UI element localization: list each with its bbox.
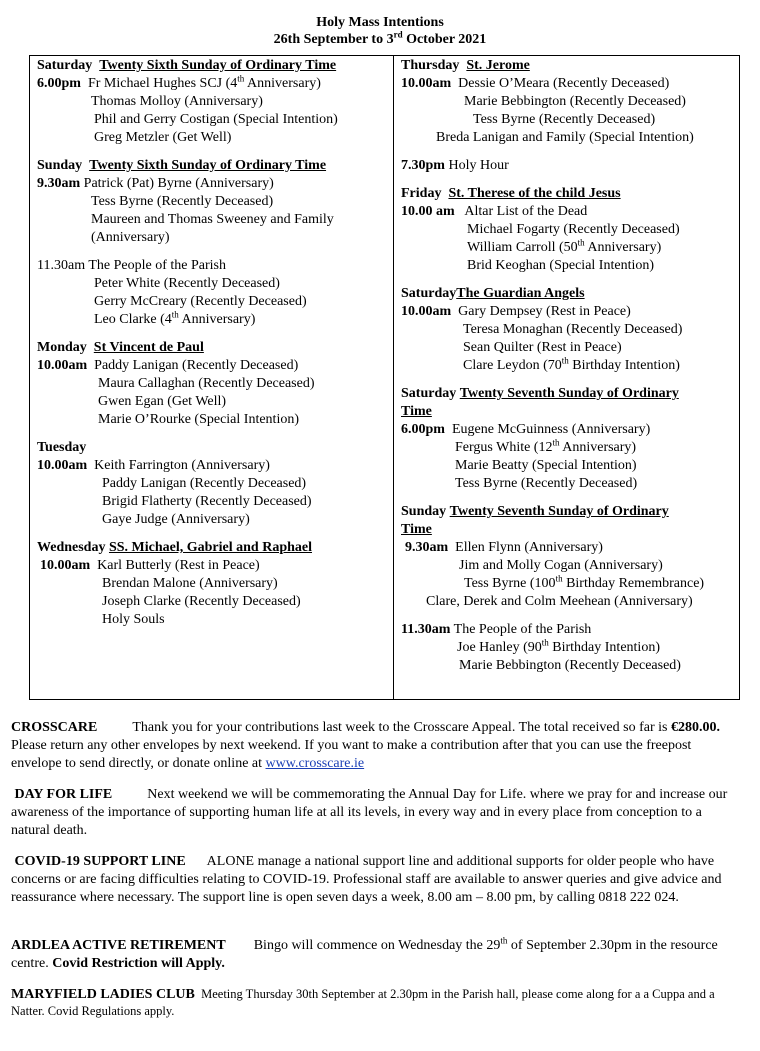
mass-time: 10.00 am	[401, 204, 455, 219]
saturday-guardian-block	[401, 285, 737, 375]
page-title: Holy Mass Intentions	[316, 15, 444, 30]
intention: The People of the Parish	[453, 622, 592, 637]
day-label: Monday	[37, 340, 87, 355]
notice-covid-support	[11, 853, 739, 907]
day-label: Saturday	[37, 58, 93, 73]
day-label: Sunday	[37, 158, 83, 173]
intention: Greg Metzler (Get Well)	[94, 130, 232, 145]
intentions-table	[29, 55, 740, 700]
mass-time: 9.30am	[405, 540, 449, 555]
intention: Altar List of the Dead	[464, 204, 588, 219]
notice-title: DAY FOR LIFE	[14, 787, 113, 802]
saturday-vigil-block	[401, 385, 737, 493]
intention: Patrick (Pat) Byrne (Anniversary)	[83, 176, 274, 191]
intention: Phil and Gerry Costigan (Special Intention)	[94, 112, 338, 127]
mass-time: 10.00am	[37, 358, 88, 373]
mass-time: 6.00pm	[401, 422, 445, 437]
mass-time: 10.00am	[37, 458, 88, 473]
notice-sup: th	[500, 935, 508, 946]
feast-title-cont: Time	[401, 522, 432, 537]
notice-maryfield	[11, 986, 739, 1020]
intention: Joseph Clarke (Recently Deceased)	[102, 594, 301, 609]
date-range-text: 26th September to 3	[273, 32, 394, 47]
intention: Gaye Judge (Anniversary)	[102, 512, 250, 527]
day-label: Tuesday	[37, 440, 87, 455]
feast-title: St. Jerome	[466, 58, 530, 73]
notice-crosscare	[11, 719, 739, 773]
day-label: Thursday	[401, 58, 460, 73]
mass-time: 7.30pm	[401, 158, 445, 173]
notice-text: Bingo will commence on Wednesday the 29	[253, 938, 501, 953]
feast-title: St Vincent de Paul	[93, 340, 204, 355]
intention: Dessie O’Meara (Recently Deceased)	[458, 76, 670, 91]
intention: Marie O’Rourke (Special Intention)	[98, 412, 299, 427]
intention: Maura Callaghan (Recently Deceased)	[98, 376, 315, 391]
mass-time: 9.30am	[37, 176, 81, 191]
sunday-block	[37, 157, 389, 329]
day-label: Friday	[401, 186, 442, 201]
friday-block	[401, 185, 737, 275]
intention: Ellen Flynn (Anniversary)	[455, 540, 603, 555]
day-label: Wednesday	[37, 540, 106, 555]
intention: Gwen Egan (Get Well)	[98, 394, 227, 409]
crosscare-link[interactable]: www.crosscare.ie	[265, 756, 365, 771]
intention: Eugene McGuinness (Anniversary)	[451, 422, 651, 437]
intention: Brid Keoghan (Special Intention)	[467, 258, 655, 273]
notice-title: CROSSCARE	[11, 720, 98, 735]
holy-hour: Holy Hour	[448, 158, 509, 173]
mass-time: 10.00am	[401, 76, 452, 91]
day-label: Saturday	[401, 386, 457, 401]
notice-text: Please return any other envelopes by next weekend. If you want to make a contribution after that you can use the freepost envelope to send directly, or donate online at	[11, 738, 692, 771]
intention: Keith Farrington (Anniversary)	[94, 458, 270, 473]
feast-title-cont: Time	[401, 404, 432, 419]
date-range-end: October 2021	[402, 32, 487, 47]
intention: Tess Byrne (Recently Deceased)	[455, 476, 638, 491]
mass-time: 6.00pm	[37, 76, 81, 91]
intention: Clare Leydon (70th Birthday Intention)	[463, 355, 680, 373]
intention: Brendan Malone (Anniversary)	[102, 576, 278, 591]
intention: Tess Byrne (Recently Deceased)	[473, 112, 656, 127]
mass-time: 11.30am	[37, 258, 86, 273]
notice-text: Next weekend we will be commemorating the Annual Day for Life. where we pray for and increase our awareness of the importance of supporting human life at all its levels, in every way and in every place from conception to a natural death.	[11, 787, 728, 838]
mass-time: 11.30am	[401, 622, 451, 637]
feast-title: The Guardian Angels	[456, 286, 585, 301]
saturday-block	[37, 57, 389, 147]
notice-text: of September 2.30pm in the resource centre.	[11, 938, 718, 971]
intention: Tess Byrne (Recently Deceased)	[91, 194, 274, 209]
intention: (Anniversary)	[91, 230, 170, 245]
notice-title: ARDLEA ACTIVE RETIREMENT	[11, 938, 226, 953]
right-column	[401, 57, 737, 675]
feast-title: SS. Michael, Gabriel and Raphael	[108, 540, 312, 555]
feast-title: Twenty Sixth Sunday of Ordinary Time	[99, 58, 337, 73]
intention: Marie Beatty (Special Intention)	[455, 458, 637, 473]
intention: Thomas Molloy (Anniversary)	[91, 94, 263, 109]
mass-time: 10.00am	[40, 558, 91, 573]
intention: Maureen and Thomas Sweeney and Family	[91, 212, 334, 227]
intention: Teresa Monaghan (Recently Deceased)	[463, 322, 683, 337]
notice-text: Meeting Thursday 30th September at 2.30pm in the Parish hall, please come along for a a Cuppa and a Natter. Covid Regulations apply.	[11, 987, 715, 1018]
intention: Michael Fogarty (Recently Deceased)	[467, 222, 680, 237]
feast-title: Twenty Seventh Sunday of Ordinary	[449, 504, 669, 519]
intention: William Carroll (50th Anniversary)	[467, 237, 662, 255]
intention: Tess Byrne (100th Birthday Remembrance)	[464, 573, 705, 591]
tuesday-block	[37, 439, 389, 529]
sunday-27th-block	[401, 503, 737, 675]
day-label: Sunday	[401, 504, 447, 519]
intention: Holy Souls	[102, 612, 165, 627]
intention: Brigid Flatherty (Recently Deceased)	[102, 494, 312, 509]
day-label: Saturday	[401, 286, 457, 301]
notice-day-for-life	[11, 786, 739, 840]
intention: Marie Bebbington (Recently Deceased)	[459, 658, 681, 673]
covid-restriction: Covid Restriction will Apply.	[52, 956, 225, 971]
intention: Paddy Lanigan (Recently Deceased)	[102, 476, 307, 491]
intention: Marie Bebbington (Recently Deceased)	[464, 94, 686, 109]
intention: Fergus White (12th Anniversary)	[455, 437, 637, 455]
wednesday-block	[37, 539, 389, 629]
left-column	[37, 57, 389, 629]
feast-title: Twenty Sixth Sunday of Ordinary Time	[89, 158, 327, 173]
notice-title: MARYFIELD LADIES CLUB	[11, 987, 195, 1002]
intention: Karl Butterly (Rest in Peace)	[97, 558, 260, 573]
intention: Gerry McCreary (Recently Deceased)	[94, 294, 307, 309]
intention: Leo Clarke (4th Anniversary)	[94, 309, 256, 327]
intention: Breda Lanigan and Family (Special Intention)	[436, 130, 694, 145]
notice-text: ALONE manage a national support line and additional supports for older people who have concerns or are facing difficulties relating to COVID-19. Professional staff are available to answer queries and give advice and reassurance where necessary. The support line is open seven days a week, 8.00 am – 8.00 pm, by calling 0818 222 024.	[11, 854, 722, 905]
mass-time: 10.00am	[401, 304, 452, 319]
crosscare-amount: €280.00.	[670, 720, 720, 735]
page-header	[0, 14, 760, 48]
intention: Clare, Derek and Colm Meehean (Anniversary)	[426, 594, 693, 609]
date-range-sup: rd	[393, 29, 403, 40]
intention: Paddy Lanigan (Recently Deceased)	[94, 358, 299, 373]
monday-block	[37, 339, 389, 429]
intention: Jim and Molly Cogan (Anniversary)	[459, 558, 663, 573]
date-range	[0, 31, 760, 48]
notice-ardlea	[11, 937, 739, 973]
intention: The People of the Parish	[88, 258, 226, 273]
column-divider	[393, 56, 394, 699]
notice-text: Thank you for your contributions last week to the Crosscare Appeal. The total received so far is	[132, 720, 671, 735]
notice-title: COVID-19 SUPPORT LINE	[14, 854, 186, 869]
intention: Sean Quilter (Rest in Peace)	[463, 340, 622, 355]
intention: Gary Dempsey (Rest in Peace)	[458, 304, 631, 319]
intention: Fr Michael Hughes SCJ (4th Anniversary)	[87, 73, 321, 91]
thursday-block	[401, 57, 737, 175]
intention: Peter White (Recently Deceased)	[94, 276, 280, 291]
intention: Joe Hanley (90th Birthday Intention)	[457, 637, 660, 655]
feast-title: Twenty Seventh Sunday of Ordinary	[459, 386, 679, 401]
feast-title: St. Therese of the child Jesus	[448, 186, 621, 201]
